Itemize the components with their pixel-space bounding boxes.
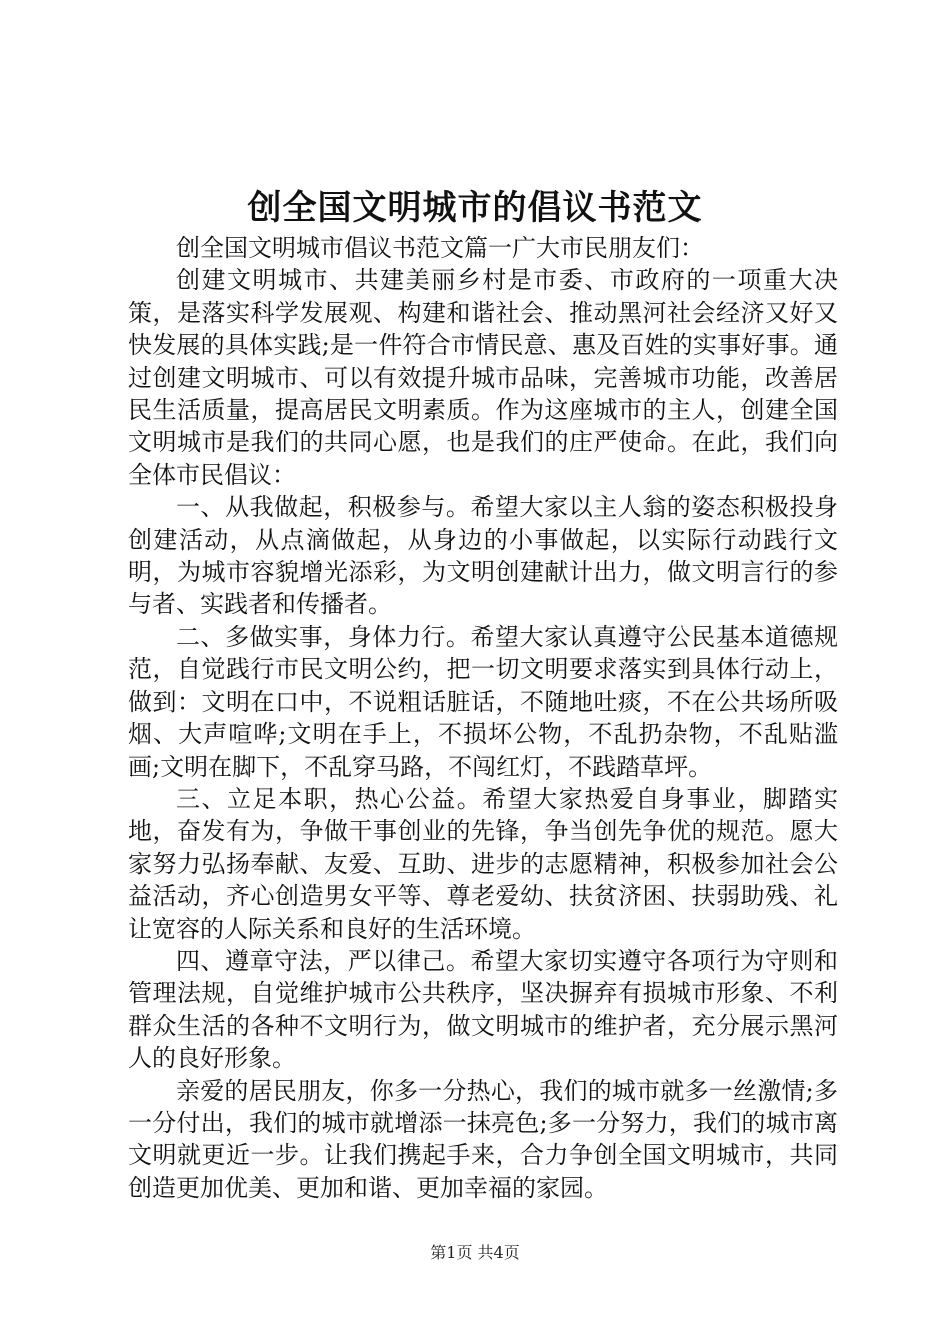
page-number-footer: 第1页 共4页 — [430, 1243, 520, 1262]
paragraph-closing: 亲爱的居民朋友，你多一分热心，我们的城市就多一丝激情;多一分付出，我们的城市就增添一抹亮色;多一分努力，我们的城市离文明就更近一步。让我们携起手来，合力争创全国文明城市，共同创造更加优美、更加和谐、更加幸福的家园。 — [128, 1076, 838, 1202]
paragraph-proposal-four: 四、遵章守法，严以律己。希望大家切实遵守各项行为守则和管理法规，自觉维护城市公共秩序，坚决摒弃有损城市形象、不利群众生活的各种不文明行为，做文明城市的维护者，充分展示黑河人的良好形象。 — [128, 946, 838, 1073]
paragraph-salutation: 创全国文明城市倡议书范文篇一广大市民朋友们： — [176, 234, 704, 262]
paragraph-introduction: 创建文明城市、共建美丽乡村是市委、市政府的一项重大决策，是落实科学发展观、构建和谐社会、推动黑河社会经济又好又快发展的具体实践;是一件符合市情民意、惠及百姓的实事好事。通过创建文明城市、可以有效提升城市品味，完善城市功能，改善居民生活质量，提高居民文明素质。作为这座城市的主人，创建全国文明城市是我们的共同心愿，也是我们的庄严使命。在此，我们向全体市民倡议： — [128, 266, 838, 489]
document-body — [128, 232, 838, 1204]
paragraph-proposal-two: 二、多做实事，身体力行。希望大家认真遵守公民基本道德规范，自觉践行市民文明公约，把一切文明要求落实到具体行动上，做到：文明在口中，不说粗话脏话，不随地吐痰，不在公共场所吸烟、大声喧哗;文明在手上，不损坏公物，不乱扔杂物，不乱贴滥画;文明在脚下，不乱穿马路，不闯红灯，不践踏草坪。 — [128, 622, 838, 781]
paragraph-proposal-three: 三、立足本职，热心公益。希望大家热爱自身事业，脚踏实地，奋发有为，争做干事创业的先锋，争当创先争优的规范。愿大家努力弘扬奉献、友爱、互助、进步的志愿精神，积极参加社会公益活动，齐心创造男女平等、尊老爱幼、扶贫济困、扶弱助残、礼让宽容的人际关系和良好的生活环境。 — [128, 784, 838, 943]
paragraph-proposal-one: 一、从我做起，积极参与。希望大家以主人翁的姿态积极投身创建活动，从点滴做起，从身边的小事做起，以实际行动践行文明，为城市容貌增光添彩，为文明创建献计出力，做文明言行的参与者、实践者和传播者。 — [128, 493, 838, 619]
document-title: 创全国文明城市的倡议书范文 — [247, 188, 703, 228]
